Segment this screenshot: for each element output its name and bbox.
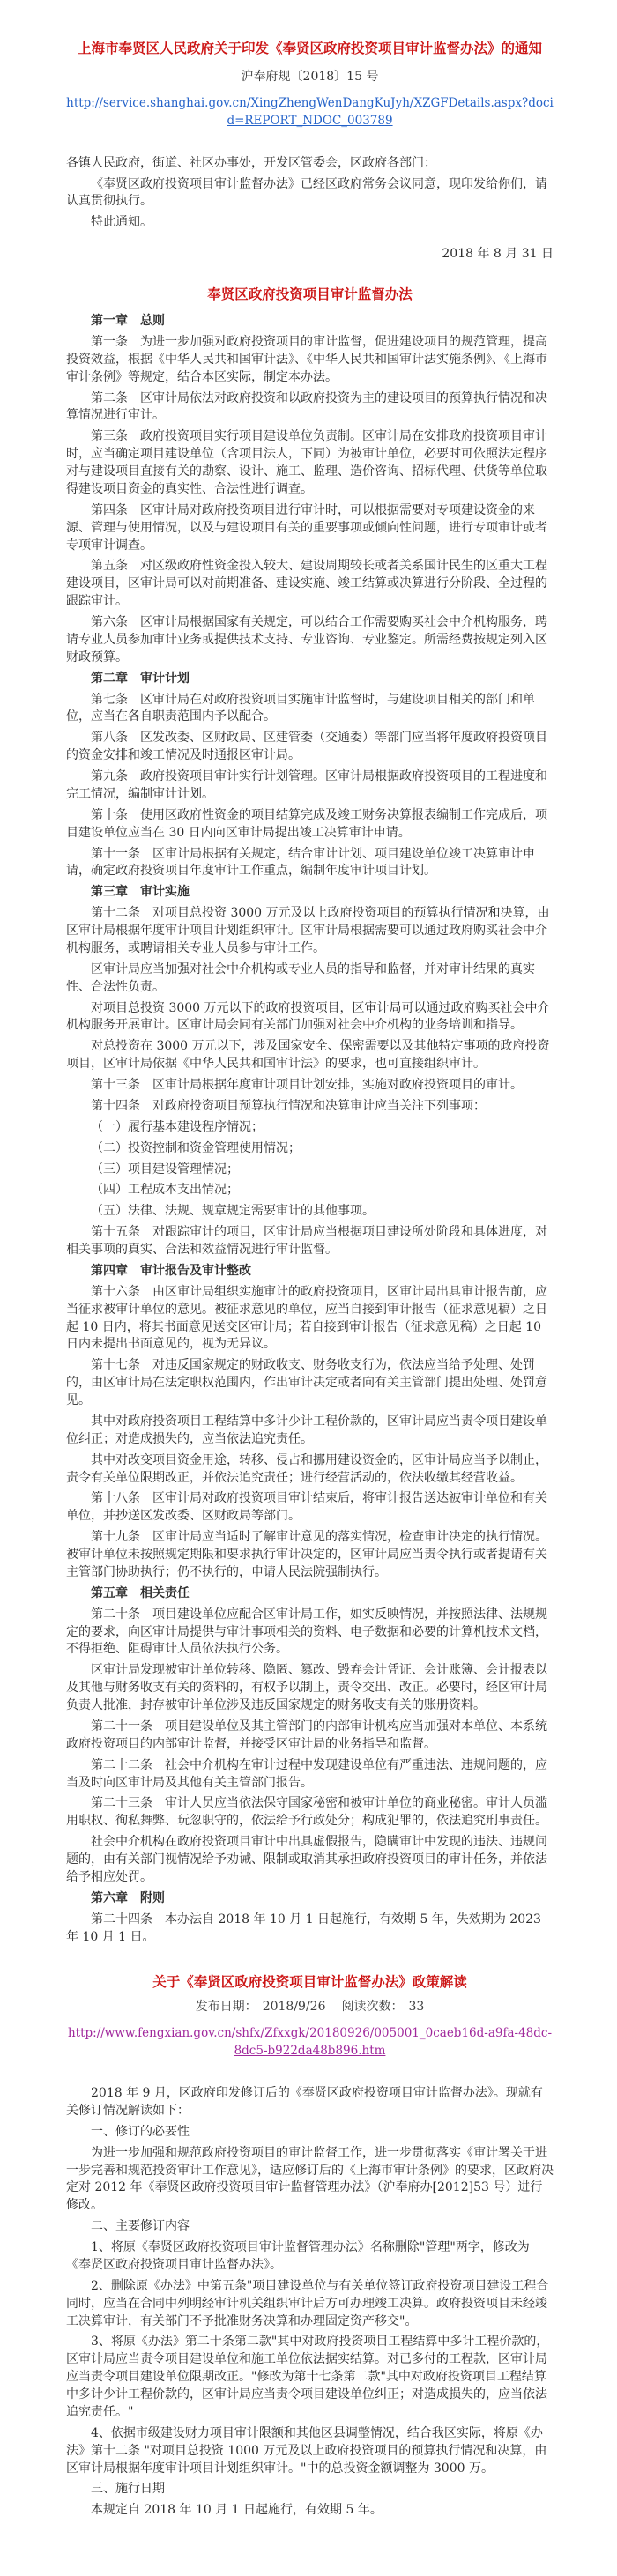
measures-title: 奉贤区政府投资项目审计监督办法 (207, 286, 413, 302)
article-18: 第十八条 区审计局对政府投资项目审计结束后，将审计报告送达被审计单位和有关单位，并抄送区发改委、区财政局等部门。 (66, 1491, 547, 1524)
read-count-value: 33 (408, 2000, 425, 2015)
notice-title: 上海市奉贤区人民政府关于印发《奉贤区政府投资项目审计监督办法》的通知 (77, 40, 542, 56)
article-20-para-2: 区审计局发现被审计单位转移、隐匿、篡改、毁弃会计凭证、会计账簿、会计报表以及其他与财务收支有关的资料的，有权予以制止，责令交出、改正。必要时，经区审计局负责人批准，封存被审计单位涉及违反国家规定的财务收支有关的账册资料。 (66, 1663, 547, 1712)
interp-section-1-heading: 一、修订的必要性 (91, 2124, 190, 2139)
article-14-item-3: （三）项目建设管理情况； (91, 1162, 239, 1177)
article-14-item-4: （四）工程成本支出情况； (91, 1183, 239, 1198)
notice-closing: 特此通知。 (91, 215, 152, 230)
chapter-5-heading: 第五章 相关责任 (91, 1585, 190, 1600)
publish-date-value: 2018/9/26 (262, 2000, 326, 2015)
article-14-item-1: （一）履行基本建设程序情况； (91, 1119, 264, 1134)
doc-number: 沪奉府规〔2018〕15 号 (241, 70, 379, 84)
article-7: 第七条 区审计局在对政府投资项目实施审计监督时，与建设项目相关的部门和单位，应当在各自职责范围内予以配合。 (66, 692, 535, 724)
interp-intro: 2018 年 9 月，区政府印发修订后的《奉贤区政府投资项目审计监督办法》。现就有关修订情况解读如下： (66, 2086, 543, 2118)
issue-date: 2018 年 8 月 31 日 (442, 247, 554, 262)
article-9: 第九条 政府投资项目审计实行计划管理。区审计局根据政府投资项目的工程进度和完工情况，编制审计计划。 (66, 769, 547, 801)
article-22: 第二十二条 社会中介机构在审计过程中发现建设单位有严重违法、违规问题的，应当及时向区审计局及其他有关主管部门报告。 (66, 1757, 547, 1790)
interp-section-2-heading: 二、主要修订内容 (91, 2219, 190, 2234)
chapter-6-heading: 第六章 附则 (91, 1890, 165, 1905)
chapter-1-heading: 第一章 总则 (91, 314, 165, 328)
article-19: 第十九条 区审计局应当适时了解审计意见的落实情况，检查审计决定的执行情况。被审计单位未按照规定期限和要求执行审计决定的，区审计局应当责令执行或者提请有关主管部门协助执行；仍不执行的，申请人民法院强制执行。 (66, 1530, 547, 1579)
article-14-item-5: （五）法律、法规、规章规定需要审计的其他事项。 (91, 1204, 375, 1219)
article-23: 第二十三条 审计人员应当依法保守国家秘密和被审计单位的商业秘密。审计人员滥用职权、徇私舞弊、玩忽职守的，依法给予行政处分；构成犯罪的，依法追究刑事责任。 (66, 1796, 547, 1829)
interpretation-title: 关于《奉贤区政府投资项目审计监督办法》政策解读 (152, 1973, 467, 1991)
article-17: 第十七条 对违反国家规定的财政收支、财务收支行为，依法应当给予处理、处罚的，由区审计局在法定职权范围内，作出审计决定或者向有关主管部门提出处理、处罚意见。 (66, 1358, 547, 1407)
article-24: 第二十四条 本办法自 2018 年 10 月 1 日起施行，有效期 5 年，失效期为 2023 年 10 月 1 日。 (66, 1912, 541, 1944)
article-3: 第三条 政府投资项目实行项目建设单位负责制。区审计局在安排政府投资项目审计时，应当确定项目建设单位（含项目法人，下同）为被审计单位，必要时可依照法定程序对与建设项目直接有关的勘察、设计、施工、监理、造价咨询、招标代理、供货等单位取得建设项目资金的真实性、合法性进行调查。 (66, 429, 547, 496)
article-17-para-2: 其中对政府投资项目工程结算中多计少计工程价款的，区审计局应当责令项目建设单位纠正；对造成损失的，应当依法追究责任。 (66, 1414, 547, 1446)
article-5: 第五条 对区级政府性资金投入较大、建设周期较长或者关系国计民生的区重大工程建设项目，区审计局可以对前期准备、建设实施、竣工结算或决算进行分阶段、全过程的跟踪审计。 (66, 559, 547, 609)
interp-revision-2: 2、删除原《办法》中第五条"项目建设单位与有关单位签订政府投资项目建设工程合同时，应当在合同中列明经审计机关组织审计后方可办理竣工决算。政府投资项目未经竣工决算审计，有关部门不予批准财务决算和办理固定资产移交"。 (66, 2278, 549, 2328)
chapter-2-heading: 第二章 审计计划 (91, 671, 190, 686)
article-2: 第二条 区审计局依法对政府投资和以政府投资为主的建设项目的预算执行情况和决算情况进行审计。 (66, 390, 547, 423)
article-21: 第二十一条 项目建设单位及其主管部门的内部审计机构应当加强对本单位、本系统政府投资项目的内部审计监督，并接受区审计局的业务指导和监督。 (66, 1719, 547, 1751)
interp-section-1-body: 为进一步加强和规范政府投资项目的审计监督工作，进一步贯彻落实《审计署关于进一步完善和规范投资审计工作意见》，适应修订后的《上海市审计条例》的要求，区政府决定对 2012 年《奉贤区政府投资项目审计监督管理办法》（沪奉府办[2012]53 号）进行修改。 (66, 2145, 554, 2213)
interpretation-source-link-row (66, 2025, 554, 2060)
interp-revision-4: 4、依据市级建设财力项目审计限额和其他区县调整情况，结合我区实际，将原《办法》第十二条 "对项目总投资 1000 万元及以上政府投资项目的预算执行情况和决算，由区审计局根据年度审计项目计划组织审计。"中的总投资金额调整为 3000 万。 (66, 2425, 547, 2476)
notice-source-link[interactable]: http://service.shanghai.gov.cn/XingZhengWenDangKuJyh/XZGFDetails.aspx?docid=REPORT_NDOC_003789 (66, 95, 554, 128)
article-8: 第八条 区发改委、区财政局、区建管委（交通委）等部门应当将年度政府投资项目的资金安排和竣工情况及时通报区审计局。 (66, 731, 547, 763)
article-16: 第十六条 由区审计局组织实施审计的政府投资项目，区审计局出具审计报告前，应当征求被审计单位的意见。被征求意见的单位，应当自接到审计报告（征求意见稿）之日起 10 日内，将其书面意见送交区审计局；若自接到审计报告（征求意见稿）之日起 10 日内未提出书面意见的，视为无异议。 (66, 1284, 547, 1352)
article-4: 第四条 区审计局对政府投资项目进行审计时，可以根据需要对专项建设资金的来源、管理与使用情况，以及与建设项目有关的重要事项或倾向性问题，进行专项审计或者专项审计调查。 (66, 502, 547, 553)
article-10: 第十条 使用区政府性资金的项目结算完成及竣工财务决算报表编制工作完成后，项目建设单位应当在 30 日内向区审计局提出竣工决算审计申请。 (66, 807, 547, 840)
publish-date-label: 发布日期： (195, 2000, 257, 2015)
article-12: 第十二条 对项目总投资 3000 万元及以上政府投资项目的预算执行情况和决算，由区审计局根据年度审计项目计划组织审计。区审计局根据需要可以通过政府购买社会中介机构服务，或聘请相关专业人员参与审计工作。 (66, 906, 550, 955)
article-1: 第一条 为进一步加强对政府投资项目的审计监督，促进建设项目的规范管理，提高投资效益，根据《中华人民共和国审计法》、《中华人民共和国审计法实施条例》、《上海市审计条例》等规定，结合本区实际，制定本办法。 (66, 334, 547, 384)
article-15: 第十五条 对跟踪审计的项目，区审计局应当根据项目建设所处阶段和具体进度，对相关事项的真实、合法和效益情况进行审计监督。 (66, 1225, 547, 1257)
article-12-para-3: 对项目总投资 3000 万元以下的政府投资项目，区审计局可以通过政府购买社会中介机构服务开展审计。区审计局会同有关部门加强对社会中介机构的业务培训和指导。 (66, 1000, 550, 1033)
interpretation-source-link[interactable]: http://www.fengxian.gov.cn/shfx/Zfxxgk/20180926/005001_0caeb16d-a9fa-48dc-8dc5-b922da48b896.htm (67, 2026, 553, 2059)
article-23-para-2: 社会中介机构在政府投资项目审计中出具虚假报告，隐瞒审计中发现的违法、违规问题的，由有关部门视情况给予劝诫、限制或取消其承担政府投资项目的审计任务，并依法给予相应处罚。 (66, 1835, 547, 1884)
article-12-para-2: 区审计局应当加强对社会中介机构或专业人员的指导和监督，并对审计结果的真实性、合法性负责。 (66, 961, 535, 994)
interp-section-3-heading: 三、施行日期 (91, 2482, 165, 2497)
interp-revision-3: 3、将原《办法》第二十条第二款"其中对政府投资项目工程结算中多计工程价款的，区审计局应当责令项目建设单位和施工单位依法据实结算。对已多付的工程款，区审计局应当责令项目建设单位限期改正。"修改为第十七条第二款"其中对政府投资项目工程结算中多计少计工程价款的，区审计局应当责令项目建设单位纠正；对造成损失的，应当依法追究责任。" (66, 2335, 549, 2419)
article-14: 第十四条 对政府投资项目预算执行情况和决算审计应当关注下列事项： (91, 1098, 486, 1113)
article-20: 第二十条 项目建设单位应配合区审计局工作，如实反映情况，并按照法律、法规规定的要求，向区审计局提供与审计事项相关的资料、电子数据和必要的计算机技术文档，不得拒绝、阻碍审计人员依法执行公务。 (66, 1607, 547, 1657)
notice-body-paragraph: 《奉贤区政府投资项目审计监督办法》已经区政府常务会议同意，现印发给你们，请认真贯彻执行。 (66, 176, 547, 209)
article-13: 第十三条 区审计局根据年度审计项目计划安排，实施对政府投资项目的审计。 (91, 1078, 523, 1092)
notice-source-link-row (66, 95, 554, 130)
chapter-4-heading: 第四章 审计报告及审计整改 (91, 1263, 251, 1278)
article-14-item-2: （二）投资控制和资金管理使用情况； (91, 1140, 301, 1155)
publish-meta (66, 1999, 554, 2016)
article-17-para-3: 其中对改变项目资金用途，转移、侵占和挪用建设资金的，区审计局应当予以制止，责令有关单位限期改正，并依法追究责任；进行经营活动的，依法收缴其经营收益。 (66, 1452, 547, 1485)
interp-revision-1: 1、将原《奉贤区政府投资项目审计监督管理办法》名称删除"管理"两字，修改为《奉贤区政府投资项目审计监督办法》。 (66, 2240, 530, 2272)
article-6: 第六条 区审计局根据国家有关规定，可以结合工作需要购买社会中介机构服务，聘请专业人员参加审计业务或提供技术支持、专业咨询、专业鉴定。所需经费按规定列入区财政预算。 (66, 615, 547, 664)
article-11: 第十一条 区审计局根据有关规定，结合审计计划、项目建设单位竣工决算审计申请，确定政府投资项目年度审计工作重点，编制年度审计项目计划。 (66, 846, 535, 879)
read-count-label: 阅读次数： (341, 2000, 404, 2015)
addressee-line: 各镇人民政府，街道、社区办事处，开发区管委会，区政府各部门： (66, 155, 436, 170)
interp-effective-date: 本规定自 2018 年 10 月 1 日起施行，有效期 5 年。 (91, 2503, 383, 2518)
article-12-para-4: 对总投资在 3000 万元以下，涉及国家安全、保密需要以及其他特定事项的政府投资项目，区审计局依据《中华人民共和国审计法》的要求，也可直接组织审计。 (66, 1039, 550, 1072)
chapter-3-heading: 第三章 审计实施 (91, 885, 190, 900)
